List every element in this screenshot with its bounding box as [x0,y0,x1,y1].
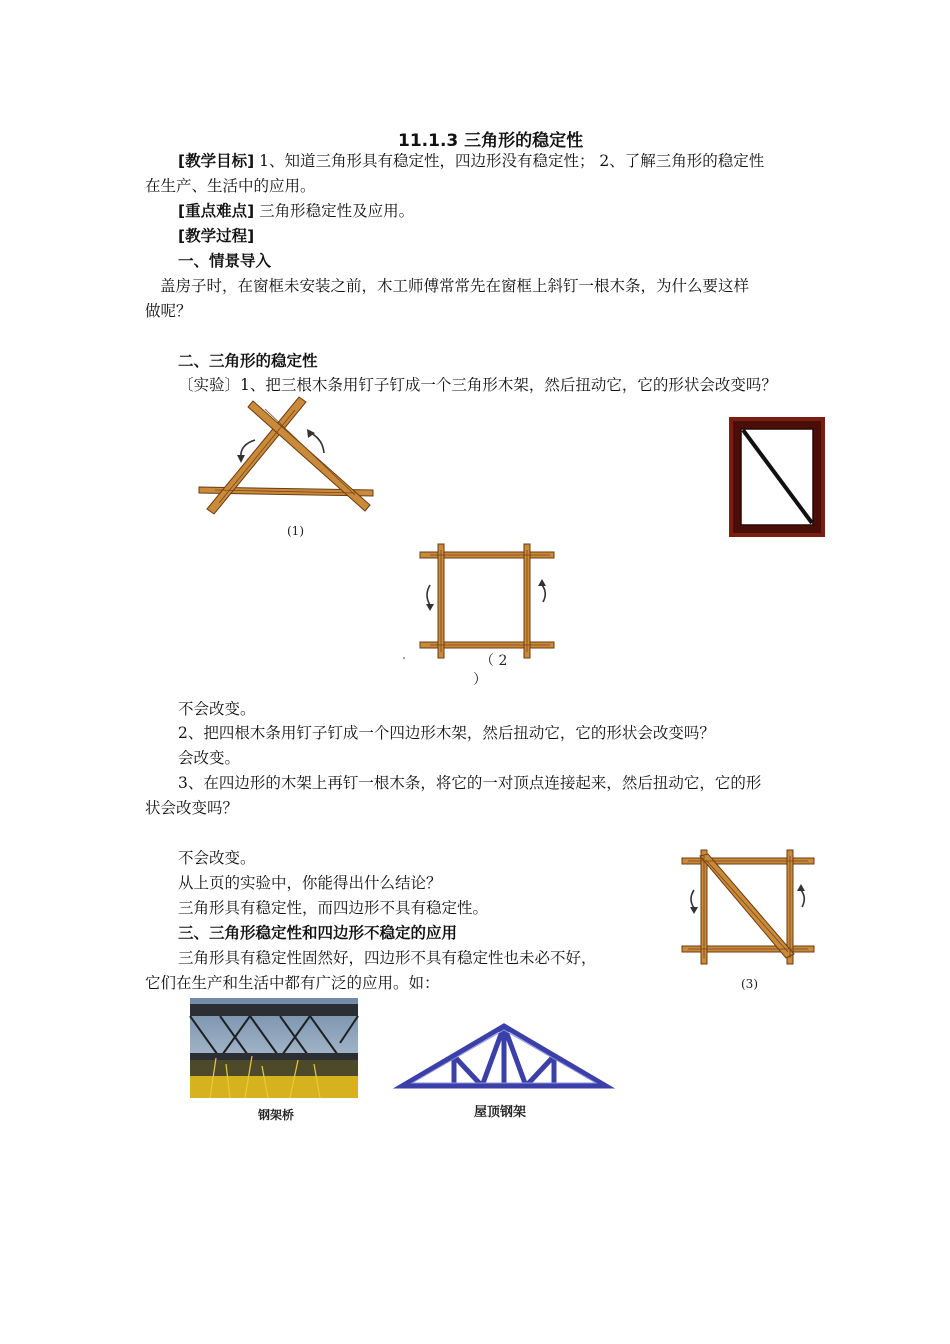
section3-line2: 它们在生产和生活中都有广泛的应用。如： [145,974,440,992]
square-wood-figure [400,540,560,665]
section1-heading: 一、情景导入 [178,252,272,270]
answer1: 不会改变。 [178,700,256,718]
steel-bridge-photo [190,998,358,1098]
answer2: 会改变。 [178,749,241,767]
goals-line1 [178,149,764,174]
experiment3-line2: 状会改变吗？ [145,799,239,817]
section2-heading: 二、三角形的稳定性 [178,352,318,370]
keypoints-label: [重点难点] [178,202,255,220]
goals-label: [教学目标] [178,152,255,170]
goals-line2: 在生产、生活中的应用。 [145,177,316,195]
question-text: 从上页的实验中，你能得出什么结论？ [178,874,442,892]
section3-heading: 三、三角形稳定性和四边形不稳定的应用 [178,924,458,942]
answer3: 不会改变。 [178,849,256,867]
section1-line1: 盖房子时，在窗框未安装之前，木工师傅常常先在窗框上斜钉一根木条，为什么要这样 [160,277,750,295]
experiment1-text: 〔实验〕1、把三根木条用钉子钉成一个三角形木架，然后扭动它，它的形状会改变吗？ [178,376,777,394]
roof-truss-caption: 屋顶钢架 [474,1105,527,1120]
figure2-caption-b: ） [473,672,487,688]
experiment3-line1: 3、在四边形的木架上再钉一根木条，将它的一对顶点连接起来，然后扭动它，它的形 [178,774,762,792]
triangle-wood-figure [195,395,380,545]
conclusion-text: 三角形具有稳定性，而四边形不具有稳定性。 [178,899,489,917]
section1-line2: 做呢？ [145,302,192,320]
section3-line1: 三角形具有稳定性固然好，四边形不具有稳定性也未必不好， [178,949,597,967]
process-label: [教学过程] [178,227,255,245]
page-title: 11.1.3 三角形的稳定性 [398,131,584,151]
braced-square-figure [678,846,818,968]
goals-text1: 1、知道三角形具有稳定性，四边形没有稳定性； 2、了解三角形的稳定性 [254,152,765,170]
experiment2-text: 2、把四根木条用钉子钉成一个四边形木架，然后扭动它，它的形状会改变吗？ [178,724,715,742]
keypoints-text: 三角形稳定性及应用。 [254,202,415,220]
figure3-caption: (3) [741,977,758,991]
figure2-caption-a: （ 2 [480,653,508,669]
roof-truss-figure [398,1022,610,1092]
bridge-caption: 钢架桥 [258,1108,295,1122]
keypoints-line [178,199,414,224]
window-frame-figure [728,416,826,538]
figure1-caption: (1) [287,524,304,538]
